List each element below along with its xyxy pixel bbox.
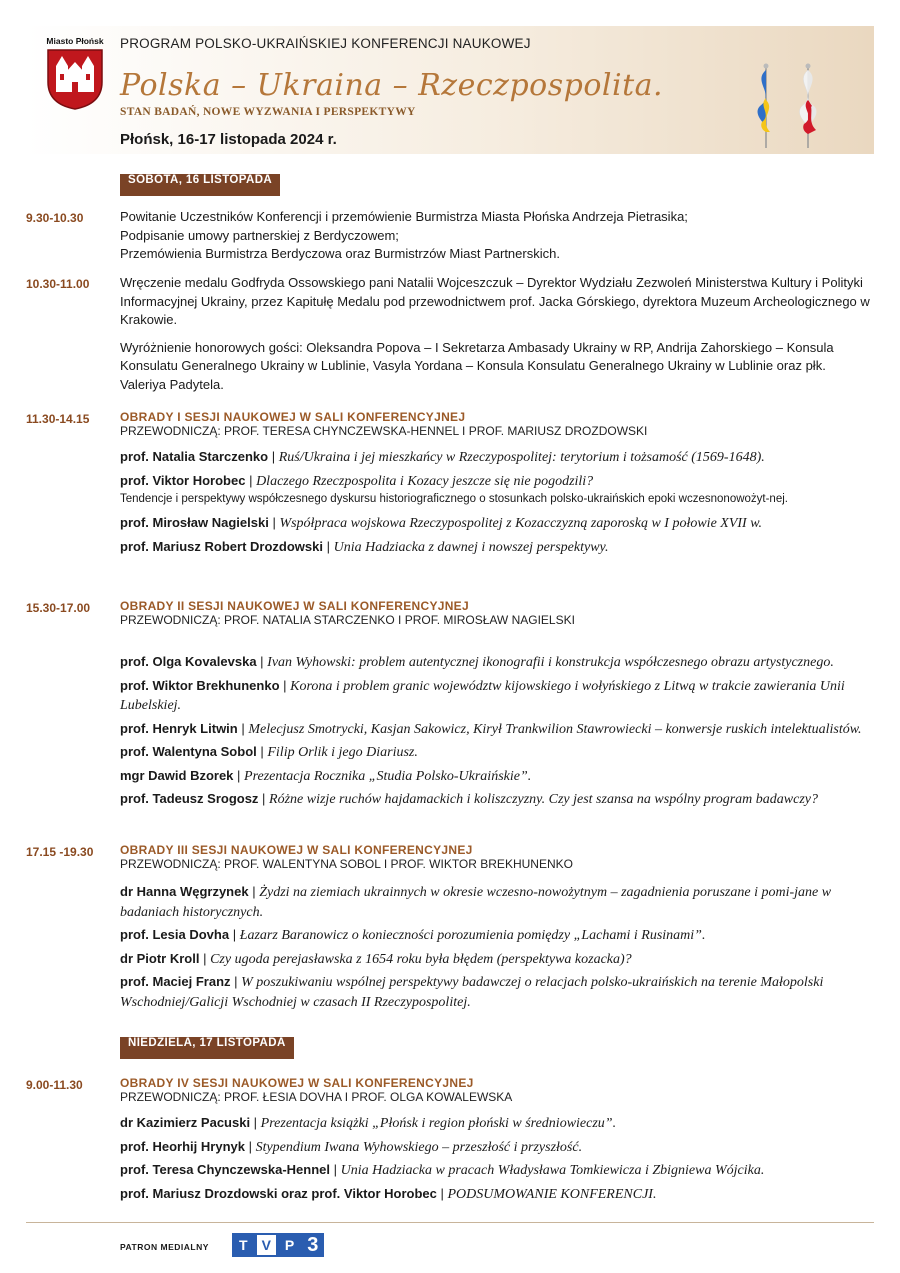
agenda-item-welcome — [120, 208, 872, 264]
talk-title: Łazarz Baranowicz o konieczności porozumienia pomiędzy „Lachami i Rusinami”. — [239, 928, 706, 943]
speaker: mgr Dawid Bzorek — [120, 767, 234, 783]
speaker: prof. Mariusz Drozdowski oraz prof. Viktor Horobec — [120, 1185, 437, 1201]
talk-title: Czy ugoda perejasławska z 1654 roku była błędem (perspektywa kozacka)? — [210, 951, 632, 967]
time-slot: 11.30-14.15 — [26, 412, 90, 426]
speaker: prof. Mariusz Robert Drozdowski — [120, 538, 323, 554]
talk-entry: dr Hanna Węgrzynek | Żydzi na ziemiach ukrainnych w okresie wczesno-nowożytnym – zagadnienia poruszane i pomi-jane w badaniach historycznych. — [120, 884, 832, 920]
tvp-letter: V — [255, 1233, 278, 1257]
speaker: prof. Mirosław Nagielski — [120, 515, 269, 530]
time-slot: 17.15 -19.30 — [26, 845, 94, 859]
talk-entry: prof. Tadeusz Srogosz | Różne wizje ruchów hajdamackich i koliszczyzny. Czy jest szansa na wspólny program badawczy? — [120, 791, 818, 807]
session-2 — [120, 599, 872, 810]
agenda-line: Powitanie Uczestników Konferencji i przemówienie Burmistrza Miasta Płońska Andrzeja Pietrasika; — [120, 209, 688, 224]
tvp3-logo — [232, 1233, 324, 1257]
speaker: dr Piotr Kroll — [120, 950, 200, 966]
city-crest-logo — [46, 48, 104, 110]
talk-entry: prof. Mirosław Nagielski | Współpraca wojskowa Rzeczypospolitej z Kozacczyzną zaporoską w I połowie XVII w. — [120, 515, 763, 531]
session-title: OBRADY IV SESJI NAUKOWEJ W SALI KONFERENCYJNEJ — [120, 1076, 474, 1090]
session-4 — [120, 1076, 872, 1204]
time-slot: 9.30-10.30 — [26, 211, 84, 225]
conference-subtitle: STAN BADAŃ, NOWE WYZWANIA I PERSPEKTYWY — [120, 106, 416, 118]
session-chairs: PRZEWODNICZĄ: PROF. TERESA CHYNCZEWSKA-HENNEL I PROF. MARIUSZ DROZDOWSKI — [120, 424, 648, 438]
talk-entry: prof. Teresa Chynczewska-Hennel | Unia Hadziacka w pracach Władysława Tomkiewicza i Zbigniewa Wójcika. — [120, 1162, 765, 1178]
talk-entry: prof. Mariusz Drozdowski oraz prof. Viktor Horobec | PODSUMOWANIE KONFERENCJI. — [120, 1185, 657, 1202]
speaker: prof. Tadeusz Srogosz — [120, 791, 259, 806]
talk-title: Unia Hadziacka w pracach Władysława Tomkiewicza i Zbigniewa Wójcika. — [340, 1163, 765, 1178]
speaker: prof. Henryk Litwin — [120, 720, 238, 736]
session-3 — [120, 843, 872, 1012]
time-slot: 15.30-17.00 — [26, 601, 91, 615]
talk-entry: mgr Dawid Bzorek | Prezentacja Rocznika „Studia Polsko-Ukraińskie”. — [120, 767, 532, 784]
talk-title: W poszukiwaniu wspólnej perspektywy badawczej o relacjach polsko-ukraińskich na terenie Małopolski Wschodniej/Galicji Wschodniej w czasach II Rzeczypospolitej. — [120, 975, 824, 1010]
talk-entry: prof. Henryk Litwin | Melecjusz Smotrycki, Kasjan Sakowicz, Kirył Trankwilion Stawrowiecki – konwersje ruskich intelektualistów. — [120, 720, 862, 737]
talk-title: PODSUMOWANIE KONFERENCJI. — [447, 1186, 657, 1202]
session-title: OBRADY I SESJI NAUKOWEJ W SALI KONFERENCYJNEJ — [120, 410, 466, 424]
agenda-line: Podpisanie umowy partnerskiej z Berdyczowem; — [120, 227, 399, 243]
agenda-line: Przemówienia Burmistrza Berdyczowa oraz Burmistrzów Miast Partnerskich. — [120, 246, 560, 261]
media-patron-label: PATRON MEDIALNY — [120, 1242, 209, 1252]
day-badge-saturday: SOBOTA, 16 LISTOPADA — [120, 174, 280, 196]
talk-entry: prof. Heorhij Hrynyk | Stypendium Iwana Wyhowskiego – przeszłość i przyszłość. — [120, 1138, 583, 1155]
talk-entry: prof. Viktor Horobec | Dlaczego Rzeczpospolita i Kozacy jeszcze się nie pogodzili? — [120, 472, 594, 489]
crest-caption: Miasto Płońsk — [46, 36, 104, 46]
speaker: prof. Viktor Horobec — [120, 472, 246, 488]
time-slot: 9.00-11.30 — [26, 1078, 83, 1092]
session-chairs: PRZEWODNICZĄ: PROF. ŁESIA DOVHA I PROF. OLGA KOWALEWSKA — [120, 1090, 513, 1104]
speaker: dr Hanna Węgrzynek — [120, 884, 249, 899]
time-slot: 10.30-11.00 — [26, 277, 90, 291]
talk-entry: prof. Lesia Dovha | Łazarz Baranowicz o konieczności porozumienia pomiędzy „Lachami i Rusinami”. — [120, 927, 706, 943]
talk-entry: dr Kazimierz Pacuski | Prezentacja książki „Płońsk i region płoński w średniowieczu”. — [120, 1115, 617, 1131]
talk-title: Unia Hadziacka z dawnej i nowszej perspektywy. — [333, 539, 609, 555]
speaker: dr Kazimierz Pacuski — [120, 1115, 251, 1130]
talk-entry: prof. Walentyna Sobol | Filip Orlik i jego Diariusz. — [120, 744, 418, 760]
footer-divider — [26, 1222, 874, 1223]
talk-entry: prof. Olga Kovalevska | Ivan Wyhowski: problem autentycznej ikonografii i konstrukcja współczesnego obrazu artystycznego. — [120, 654, 834, 670]
session-title: OBRADY III SESJI NAUKOWEJ W SALI KONFERENCYJNEJ — [120, 843, 473, 857]
conference-title: Polska – Ukraina – Rzeczpospolita. — [120, 68, 664, 103]
speaker: prof. Heorhij Hrynyk — [120, 1138, 245, 1154]
agenda-paragraph: Wręczenie medalu Godfryda Ossowskiego pani Natalii Wojceszczuk – Dyrektor Wydziału Zezwoleń Ministerstwa Kultury i Polityki Informacyjnej Ukrainy, przez Kapitułę Medalu pod przewodnictwem prof. Jacka Górskiego, dyrektora Muzeum Archeologicznego w Krakowie. — [120, 275, 870, 327]
day-badge-sunday: NIEDZIELA, 17 LISTOPADA — [120, 1037, 294, 1059]
talk-title: Prezentacja książki „Płońsk i region płoński w średniowieczu”. — [260, 1116, 617, 1131]
talk-title: Melecjusz Smotrycki, Kasjan Sakowicz, Kirył Trankwilion Stawrowiecki – konwersje ruskich intelektualistów. — [248, 721, 862, 737]
talk-entry: prof. Natalia Starczenko | Ruś/Ukraina i jej mieszkańcy w Rzeczypospolitej: terytorium i tożsamość (1569-1648). — [120, 449, 765, 465]
program-heading: PROGRAM POLSKO-UKRAIŃSKIEJ KONFERENCJI NAUKOWEJ — [120, 36, 531, 51]
session-1 — [120, 410, 872, 557]
speaker: prof. Maciej Franz — [120, 974, 231, 989]
talk-title: Korona i problem granic województw kijowskiego i wołyńskiego z Litwą w trakcie zawierania Unii Lubelskiej. — [120, 678, 845, 713]
talk-title: Prezentacja Rocznika „Studia Polsko-Ukraińskie”. — [244, 768, 532, 784]
tvp-letter: P — [278, 1233, 301, 1257]
agenda-item-medal — [120, 274, 872, 394]
speaker: prof. Walentyna Sobol — [120, 744, 257, 759]
agenda-paragraph: Wyróżnienie honorowych gości: Oleksandra Popova – I Sekretarza Ambasady Ukrainy w RP, Andrija Zahorskiego – Konsula Konsulatu Generalnego Ukrainy w Lublinie, Vasyla Yordana – Konsula Konsulatu Generalnego Ukrainy w Lublinie oraz płk. Valeriya Padytela. — [120, 339, 834, 392]
talk-title: Współpraca wojskowa Rzeczypospolitej z Kozacczyzną zaporoską w I połowie XVII w. — [279, 516, 763, 531]
talk-entry: dr Piotr Kroll | Czy ugoda perejasławska z 1654 roku była błędem (perspektywa kozacka)? — [120, 950, 632, 967]
talk-title: Ruś/Ukraina i jej mieszkańcy w Rzeczypospolitej: terytorium i tożsamość (1569-1648). — [278, 450, 765, 465]
talk-title: Stypendium Iwana Wyhowskiego – przeszłość i przyszłość. — [255, 1139, 583, 1155]
talk-title: Żydzi na ziemiach ukrainnych w okresie wczesno-nowożytnym – zagadnienia poruszane i pomi-jane w badaniach historycznych. — [120, 885, 832, 920]
speaker: prof. Lesia Dovha — [120, 927, 230, 942]
session-chairs: PRZEWODNICZĄ: PROF. NATALIA STARCZENKO I PROF. MIROSŁAW NAGIELSKI — [120, 613, 575, 627]
ukraine-poland-flags-icon — [746, 60, 836, 150]
session-title: OBRADY II SESJI NAUKOWEJ W SALI KONFERENCYJNEJ — [120, 599, 469, 613]
talk-title: Dlaczego Rzeczpospolita i Kozacy jeszcze się nie pogodzili? — [256, 473, 594, 489]
speaker: prof. Wiktor Brekhunenko — [120, 677, 280, 693]
tvp-number: 3 — [301, 1233, 324, 1257]
talk-entry: prof. Wiktor Brekhunenko | Korona i problem granic województw kijowskiego i wołyńskiego z Litwą w trakcie zawierania Unii Lubelskiej. — [120, 677, 845, 713]
talk-note: Tendencje i perspektywy współczesnego dyskursu historiograficznego o stosunkach polsko-ukraińskich epoki wczesnonowożyt-nej. — [120, 493, 788, 505]
place-date: Płońsk, 16-17 listopada 2024 r. — [120, 131, 337, 148]
session-chairs: PRZEWODNICZĄ: PROF. WALENTYNA SOBOL I PROF. WIKTOR BREKHUNENKO — [120, 857, 573, 871]
talk-title: Ivan Wyhowski: problem autentycznej ikonografii i konstrukcja współczesnego obrazu artystycznego. — [267, 655, 834, 670]
talk-title: Różne wizje ruchów hajdamackich i koliszczyzny. Czy jest szansa na wspólny program badawczy? — [269, 792, 818, 807]
tvp-letter: T — [232, 1233, 255, 1257]
talk-entry: prof. Mariusz Robert Drozdowski | Unia Hadziacka z dawnej i nowszej perspektywy. — [120, 538, 609, 555]
speaker: prof. Natalia Starczenko — [120, 449, 269, 464]
talk-title: Filip Orlik i jego Diariusz. — [267, 745, 418, 760]
talk-entry: prof. Maciej Franz | W poszukiwaniu wspólnej perspektywy badawczej o relacjach polsko-ukraińskich na terenie Małopolski Wschodniej/Galicji Wschodniej w czasach II Rzeczypospolitej. — [120, 974, 824, 1010]
speaker: prof. Teresa Chynczewska-Hennel — [120, 1162, 330, 1177]
speaker: prof. Olga Kovalevska — [120, 654, 257, 669]
